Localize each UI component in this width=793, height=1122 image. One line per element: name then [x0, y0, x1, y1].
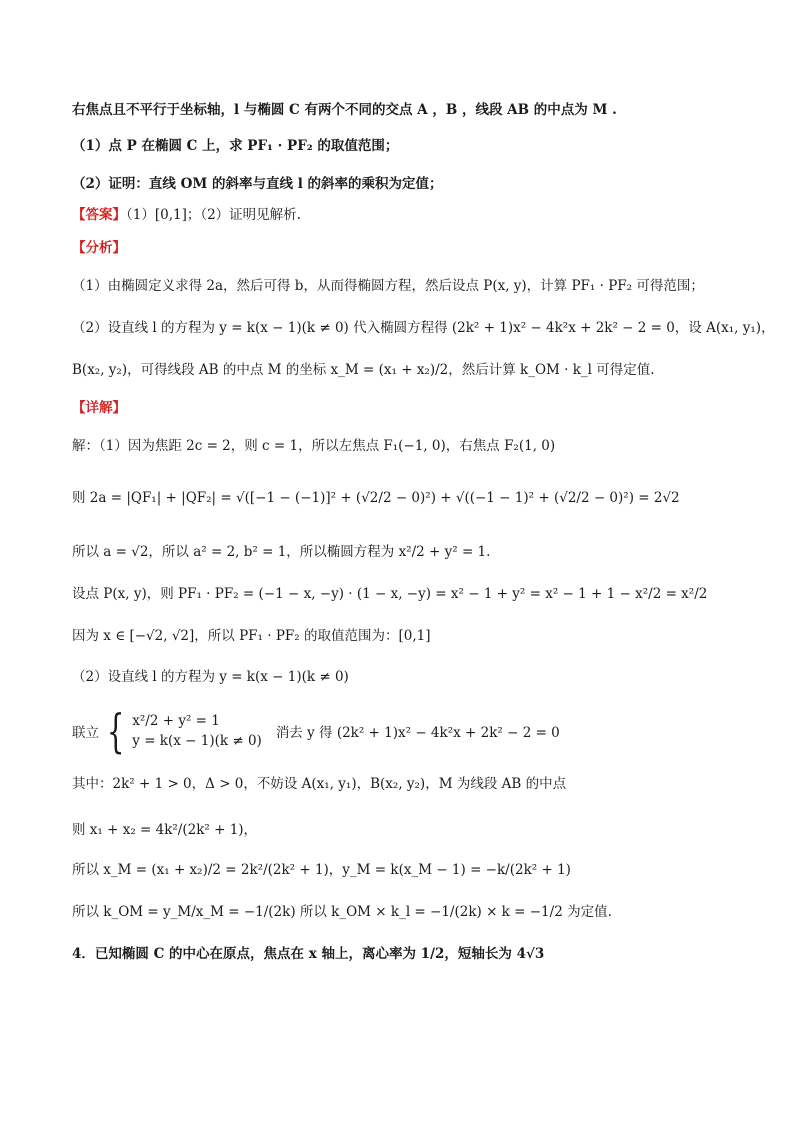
sub-question-1: （1）点 P 在椭圆 C 上，求 PF₁ · PF₂ 的取值范围； — [72, 138, 399, 154]
analysis-line-2: （2）设直线 l 的方程为 y = k(x − 1)(k ≠ 0) 代入椭圆方程得 (2k² + 1)x² − 4k²x + 2k² − 2 = 0，设 A(x₁, y₁)， — [72, 320, 775, 336]
answer-line — [72, 205, 301, 225]
system-row-1: x²/2 + y² = 1 — [132, 713, 220, 729]
detail-line-5: 因为 x ∈ [−√2, √2]，所以 PF₁ · PF₂ 的取值范围为：[0,1] — [72, 628, 431, 644]
detail-line-10: 所以 k_OM = y_M/x_M = −1/(2k) 所以 k_OM × k_l = −1/(2k) × k = −1/2 为定值. — [72, 904, 612, 920]
system-row-2: y = k(x − 1)(k ≠ 0) — [132, 733, 262, 749]
detail-line-2: 则 2a = |QF₁| + |QF₂| = √([−1 − (−1)]² + (√2/2 − 0)²) + √((−1 − 1)² + (√2/2 − 0)²) = 2√2 — [72, 490, 680, 506]
detail-tag: 【详解】 — [72, 400, 126, 416]
analysis-line-1: （1）由椭圆定义求得 2a，然后可得 b，从而得椭圆方程，然后设点 P(x, y)，计算 PF₁ · PF₂ 可得范围； — [72, 278, 704, 294]
problem-statement-continued: 右焦点且不平行于坐标轴，l 与椭圆 C 有两个不同的交点 A ，B ，线段 AB 的中点为 M . — [72, 102, 617, 118]
brace-icon: { — [106, 704, 125, 758]
system-rows — [132, 713, 262, 749]
detail-line-8: 则 x₁ + x₂ = 4k²/(2k² + 1)， — [72, 822, 258, 838]
equation-system — [72, 704, 560, 758]
answer-text: （1）[0,1]；（2）证明见解析. — [126, 207, 301, 223]
sub-question-2: （2）证明：直线 OM 的斜率与直线 l 的斜率的乘积为定值； — [72, 176, 443, 192]
detail-line-6: （2）设直线 l 的方程为 y = k(x − 1)(k ≠ 0) — [72, 669, 349, 685]
answer-tag: 【答案】 — [72, 207, 126, 223]
question-4: 4．已知椭圆 C 的中心在原点，焦点在 x 轴上，离心率为 1/2，短轴长为 4√3 — [72, 946, 545, 962]
detail-line-1: 解：（1）因为焦距 2c = 2，则 c = 1，所以左焦点 F₁(−1, 0)，右焦点 F₂(1, 0) — [72, 438, 556, 454]
analysis-tag: 【分析】 — [72, 240, 126, 256]
analysis-line-3: B(x₂, y₂)，可得线段 AB 的中点 M 的坐标 x_M = (x₁ + x₂)/2，然后计算 k_OM · k_l 可得定值. — [72, 362, 655, 378]
detail-line-4: 设点 P(x, y)，则 PF₁ · PF₂ = (−1 − x, −y) · (1 − x, −y) = x² − 1 + y² = x² − 1 + 1 − x²/2 = x²/2 — [72, 586, 708, 602]
detail-line-7: 其中：2k² + 1 > 0，Δ > 0，不妨设 A(x₁, y₁)，B(x₂, y₂)，M 为线段 AB 的中点 — [72, 776, 567, 792]
detail-line-9: 所以 x_M = (x₁ + x₂)/2 = 2k²/(2k² + 1)，y_M = k(x_M − 1) = −k/(2k² + 1) — [72, 862, 571, 878]
system-tail: 消去 y 得 (2k² + 1)x² − 4k²x + 2k² − 2 = 0 — [275, 725, 560, 741]
detail-line-3: 所以 a = √2，所以 a² = 2, b² = 1，所以椭圆方程为 x²/2 + y² = 1. — [72, 544, 491, 560]
system-label: 联立 — [72, 725, 99, 741]
